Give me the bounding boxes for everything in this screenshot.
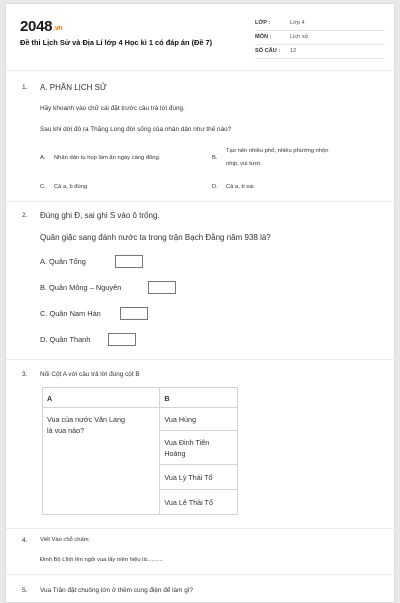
column-b-cell: Vua Hùng — [160, 408, 238, 431]
site-logo[interactable] — [20, 18, 62, 35]
divider — [6, 201, 396, 202]
cell-text: Vua của nước Văn Lang — [47, 415, 125, 424]
answer-label: C. Quân Nam Hán — [40, 309, 101, 318]
option-text: Cả a, b đúng — [54, 184, 88, 190]
answer-box[interactable] — [115, 255, 143, 268]
meta-row-question-count — [255, 45, 385, 59]
option-text: Tạo nên nhiều phố, nhiều phường nhộn — [226, 148, 329, 154]
column-a-header: A — [43, 388, 160, 408]
option-letter: D. — [212, 184, 218, 190]
question-number: 4. — [22, 537, 28, 544]
question-number: 1. — [22, 84, 28, 91]
answer-box[interactable] — [148, 281, 176, 294]
divider — [6, 70, 396, 71]
answer-box[interactable] — [120, 307, 148, 320]
document-page — [5, 3, 395, 603]
matching-table — [42, 387, 238, 515]
answer-label: B. Quân Mông – Nguyên — [40, 283, 122, 292]
answer-box[interactable] — [108, 333, 136, 346]
column-a-cell — [43, 408, 160, 515]
logo-suffix: .vn — [53, 25, 63, 32]
meta-label: MÔN : — [255, 34, 272, 40]
option-letter: C. — [40, 184, 46, 190]
question-instruction: Hãy khoanh vào chữ cái đặt trước câu trả lời đúng. — [40, 105, 185, 112]
divider — [6, 528, 396, 529]
question-text: Quân giặc sang đánh nước ta trong trận Bạch Đằng năm 938 là? — [40, 233, 271, 242]
column-b-cell: Vua Lê Thái Tổ — [160, 490, 238, 515]
document-title: Đề thi Lịch Sử và Địa Lí lớp 4 Học kì 1 có đáp án (Đề 7) — [20, 38, 213, 47]
divider — [6, 574, 396, 575]
cell-text: Hoàng — [164, 449, 186, 458]
option-letter: B. — [212, 155, 218, 161]
answer-label: A. Quân Tống — [40, 257, 86, 266]
cell-text: là vua nào? — [47, 426, 85, 435]
section-title: A. PHẦN LỊCH SỬ — [40, 83, 107, 92]
question-number: 3. — [22, 371, 28, 378]
meta-value: Lớp 4 — [290, 20, 305, 26]
meta-label: SỐ CÂU : — [255, 48, 281, 54]
question-text: Sau khi dời đô ra Thăng Long đời sống của nhân dân như thế nào? — [40, 126, 232, 133]
document-header — [6, 4, 396, 66]
table-row — [43, 408, 238, 431]
meta-row-subject — [255, 31, 385, 45]
question-instruction: Nối Cột A với câu trả lời đúng cột B — [40, 371, 140, 378]
meta-row-class — [255, 17, 385, 31]
option-text: Cả a, b sai — [226, 184, 254, 190]
meta-value: 12 — [290, 48, 297, 54]
option-letter: A. — [40, 155, 46, 161]
answer-label: D. Quân Thanh — [40, 335, 91, 344]
cell-text: Vua Đinh Tiên — [164, 438, 210, 447]
option-text: nhịp, vui tươi. — [226, 161, 262, 167]
meta-label: LỚP : — [255, 20, 271, 26]
question-instruction: Đúng ghi Đ, sai ghi S vào ô trống. — [40, 211, 160, 220]
logo-text: 2048 — [20, 18, 53, 35]
question-text: Đinh Bộ Lĩnh lên ngôi vua lấy niên hiệu là:......... — [40, 557, 163, 563]
meta-value: Lịch sử — [290, 34, 309, 40]
question-number: 2. — [22, 212, 28, 219]
column-b-cell: Vua Lý Thái Tổ — [160, 465, 238, 490]
question-number: 5. — [22, 587, 28, 594]
question-text: Vua Trần đặt chuông lớn ở thềm cung điện để làm gì? — [40, 587, 194, 594]
question-instruction: Viết Vào chỗ chấm: — [40, 537, 91, 543]
column-b-header: B — [160, 388, 238, 408]
table-header-row — [43, 388, 238, 408]
column-b-cell — [160, 431, 238, 465]
option-text: Nhân dân tụ họp làm ăn ngày càng đông. — [54, 155, 161, 161]
divider — [6, 359, 396, 360]
